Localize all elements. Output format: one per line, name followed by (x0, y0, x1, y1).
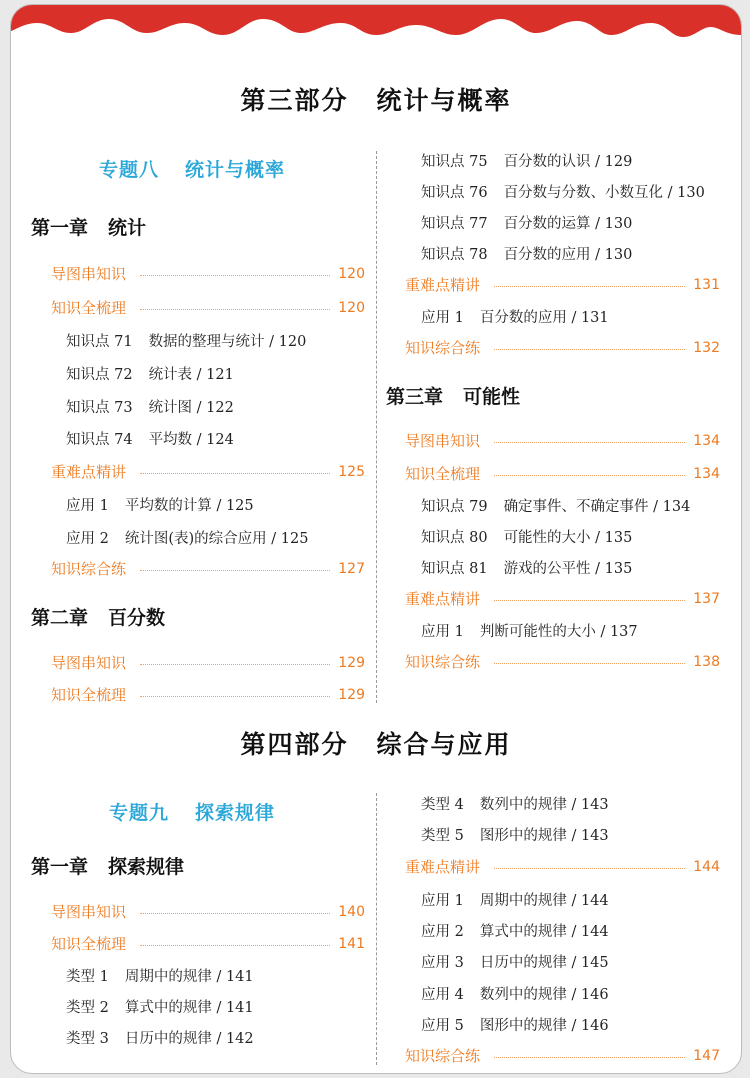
toc-section-link[interactable]: 知识全梳理 134 (405, 465, 720, 483)
toc-section-link[interactable]: 重难点精讲 125 (51, 463, 365, 481)
toc-section-link[interactable]: 导图串知识 120 (51, 265, 365, 283)
chapter-title: 第三章 可能性 (386, 386, 521, 408)
toc-section-link[interactable]: 知识全梳理 120 (51, 299, 365, 317)
toc-entry[interactable]: 知识点 76 百分数与分数、小数互化 / 130 (421, 185, 705, 201)
toc-entry[interactable]: 知识点 80 可能性的大小 / 135 (421, 530, 633, 546)
toc-section-link[interactable]: 导图串知识 134 (405, 432, 720, 450)
topic-title: 专题九 探索规律 (109, 802, 276, 824)
toc-entry[interactable]: 知识点 73 统计图 / 122 (66, 400, 234, 416)
toc-entry[interactable]: 类型 5 图形中的规律 / 143 (421, 828, 609, 844)
toc-section-link[interactable]: 导图串知识 129 (51, 654, 365, 672)
topic-title: 专题八 统计与概率 (99, 159, 286, 181)
toc-entry[interactable]: 知识点 79 确定事件、不确定事件 / 134 (421, 499, 691, 515)
toc-entry[interactable]: 知识点 81 游戏的公平性 / 135 (421, 561, 633, 577)
toc-section-link[interactable]: 知识综合练 138 (405, 653, 720, 671)
toc-section-link[interactable]: 重难点精讲 137 (405, 590, 720, 608)
column-divider (376, 151, 377, 703)
part4-title: 第四部分 综合与应用 (240, 730, 512, 759)
toc-entry[interactable]: 应用 2 算式中的规律 / 144 (421, 924, 609, 940)
toc-section-link[interactable]: 知识全梳理 129 (51, 686, 365, 704)
toc-entry[interactable]: 类型 4 数列中的规律 / 143 (421, 797, 609, 813)
toc-entry[interactable]: 知识点 72 统计表 / 121 (66, 367, 234, 383)
toc-entry[interactable]: 知识点 77 百分数的运算 / 130 (421, 216, 633, 232)
toc-entry[interactable]: 类型 3 日历中的规律 / 142 (66, 1031, 254, 1047)
toc-entry[interactable]: 知识点 75 百分数的认识 / 129 (421, 154, 633, 170)
toc-entry[interactable]: 应用 2 统计图(表)的综合应用 / 125 (66, 531, 309, 547)
toc-entry[interactable]: 应用 5 图形中的规律 / 146 (421, 1018, 609, 1034)
toc-entry[interactable]: 应用 1 平均数的计算 / 125 (66, 498, 254, 514)
toc-section-link[interactable]: 导图串知识 140 (51, 903, 365, 921)
toc-entry[interactable]: 类型 2 算式中的规律 / 141 (66, 1000, 254, 1016)
chapter-title: 第一章 统计 (31, 217, 147, 239)
toc-entry[interactable]: 应用 1 百分数的应用 / 131 (421, 310, 609, 326)
toc-entry[interactable]: 应用 4 数列中的规律 / 146 (421, 987, 609, 1003)
toc-entry[interactable]: 应用 1 判断可能性的大小 / 137 (421, 624, 638, 640)
toc-entry[interactable]: 类型 1 周期中的规律 / 141 (66, 969, 254, 985)
red-cloud-banner (11, 5, 741, 65)
part3-title: 第三部分 统计与概率 (240, 86, 512, 115)
toc-entry[interactable]: 知识点 78 百分数的应用 / 130 (421, 247, 633, 263)
chapter-title: 第二章 百分数 (31, 607, 166, 629)
toc-section-link[interactable]: 重难点精讲 131 (405, 276, 720, 294)
toc-page (10, 4, 742, 1074)
column-divider (376, 793, 377, 1065)
toc-entry[interactable]: 应用 3 日历中的规律 / 145 (421, 955, 609, 971)
toc-entry[interactable]: 知识点 71 数据的整理与统计 / 120 (66, 334, 307, 350)
toc-section-link[interactable]: 重难点精讲 144 (405, 858, 720, 876)
toc-entry[interactable]: 知识点 74 平均数 / 124 (66, 432, 234, 448)
toc-section-link[interactable]: 知识综合练 147 (405, 1047, 720, 1065)
toc-section-link[interactable]: 知识综合练 132 (405, 339, 720, 357)
toc-entry[interactable]: 应用 1 周期中的规律 / 144 (421, 893, 609, 909)
toc-section-link[interactable]: 知识全梳理 141 (51, 935, 365, 953)
chapter-title: 第一章 探索规律 (31, 856, 185, 878)
toc-section-link[interactable]: 知识综合练 127 (51, 560, 365, 578)
